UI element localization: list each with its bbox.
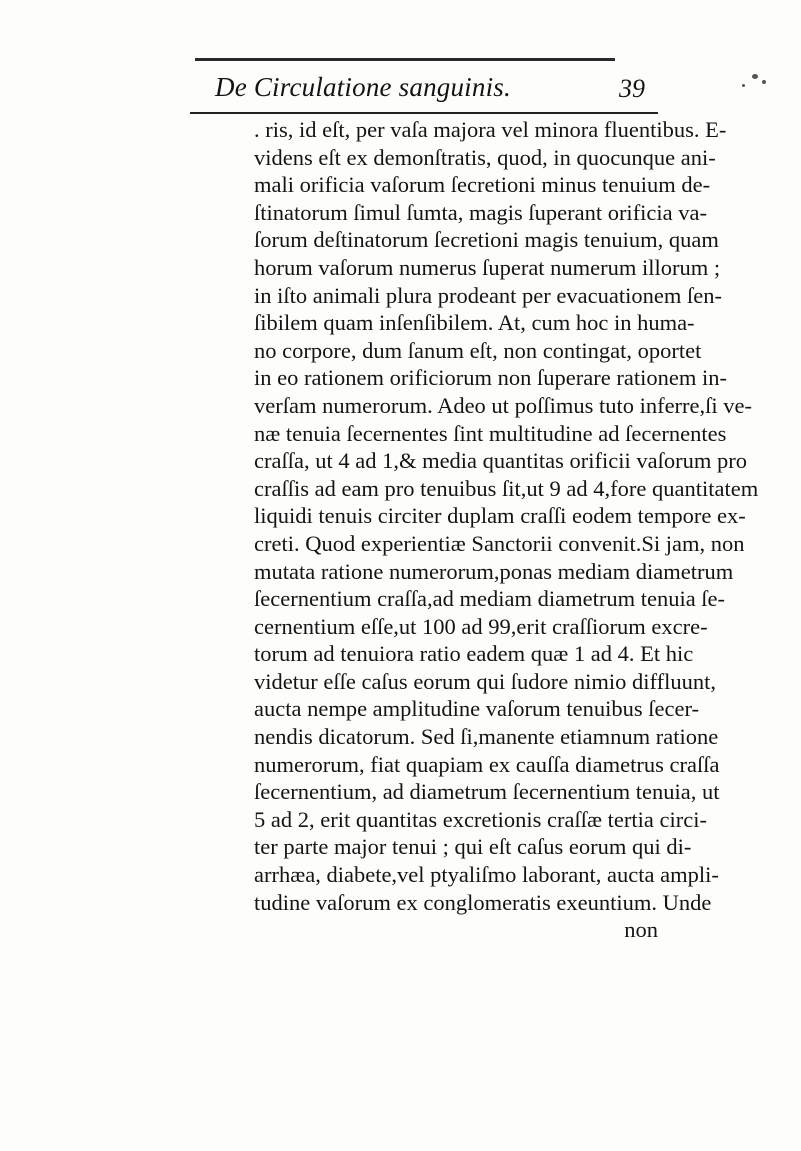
ink-speck (742, 84, 745, 87)
top-edge-rule (195, 58, 615, 61)
text-line: torum ad tenuiora ratio eadem quæ 1 ad 4. Et hic (254, 641, 694, 667)
text-line: mutata ratione numerorum,ponas mediam diametrum (254, 558, 734, 584)
text-line: . ris, id eſt, per vaſa majora vel minora fluentibus. E- (254, 117, 727, 142)
text-line: in eo rationem orificiorum non ſuperare rationem in- (254, 365, 727, 391)
text-line: ſibilem quam inſenſibilem. At, cum hoc in huma- (254, 310, 695, 336)
text-line: mali orificia vaſorum ſecretioni minus tenuium de- (254, 172, 711, 198)
text-line: craſſis ad eam pro tenuibus ſit,ut 9 ad 4,fore quantitatem (254, 475, 759, 501)
text-line: 5 ad 2, erit quantitas excretionis craſſæ tertia circi- (254, 806, 707, 832)
catchword: non (624, 917, 658, 943)
text-line: videtur eſſe caſus eorum qui ſudore nimio diffluunt, (254, 668, 716, 694)
body-text (254, 116, 759, 944)
text-line: horum vaſorum numerus ſuperat numerum illorum ; (254, 254, 721, 280)
page-number: 39 (619, 74, 645, 103)
header-rule (190, 112, 658, 114)
text-line: liquidi tenuis circiter duplam craſſi eodem tempore ex- (254, 503, 746, 529)
text-line: cernentium eſſe,ut 100 ad 99,erit craſſiorum excre- (254, 613, 708, 639)
text-line: craſſa, ut 4 ad 1,& media quantitas orificii vaſorum pro (254, 448, 747, 474)
text-line: ter parte major tenui ; qui eſt caſus eorum qui di- (254, 834, 692, 860)
text-line: ſecernentium craſſa,ad mediam diametrum tenuia ſe- (254, 586, 726, 612)
text-line: in iſto animali plura prodeant per evacuationem ſen- (254, 282, 722, 308)
ink-speck (762, 80, 766, 84)
text-line: videns eſt ex demonſtratis, quod, in quocunque ani- (254, 144, 716, 170)
running-title: De Circulatione sanguinis. (215, 72, 511, 102)
text-line: ſorum deſtinatorum ſecretioni magis tenuium, quam (254, 227, 719, 253)
text-line: numerorum, fiat quapiam ex cauſſa diametrus craſſa (254, 751, 720, 777)
text-line: creti. Quod experientiæ Sanctorii convenit.Si jam, non (254, 530, 745, 556)
text-line: nendis dicatorum. Sed ſi,manente etiamnum ratione (254, 724, 719, 750)
ink-speck (752, 74, 758, 79)
text-line: no corpore, dum ſanum eſt, non contingat, oportet (254, 337, 702, 363)
text-line: aucta nempe amplitudine vaſorum tenuibus ſecer- (254, 696, 700, 722)
text-line: verſam numerorum. Adeo ut poſſimus tuto inferre,ſi ve- (254, 392, 753, 418)
text-line: ſtinatorum ſimul ſumta, magis ſuperant orificia va- (254, 199, 708, 225)
text-line: tudine vaſorum ex conglomeratis exeuntium. Unde (254, 889, 712, 915)
text-line: næ tenuia ſecernentes ſint multitudine ad ſecernentes (254, 420, 727, 446)
page-header (215, 72, 645, 108)
text-line: arrhæa, diabete,vel ptyaliſmo laborant, aucta ampli- (254, 862, 719, 888)
text-line: ſecernentium, ad diametrum ſecernentium tenuia, ut (254, 779, 720, 805)
